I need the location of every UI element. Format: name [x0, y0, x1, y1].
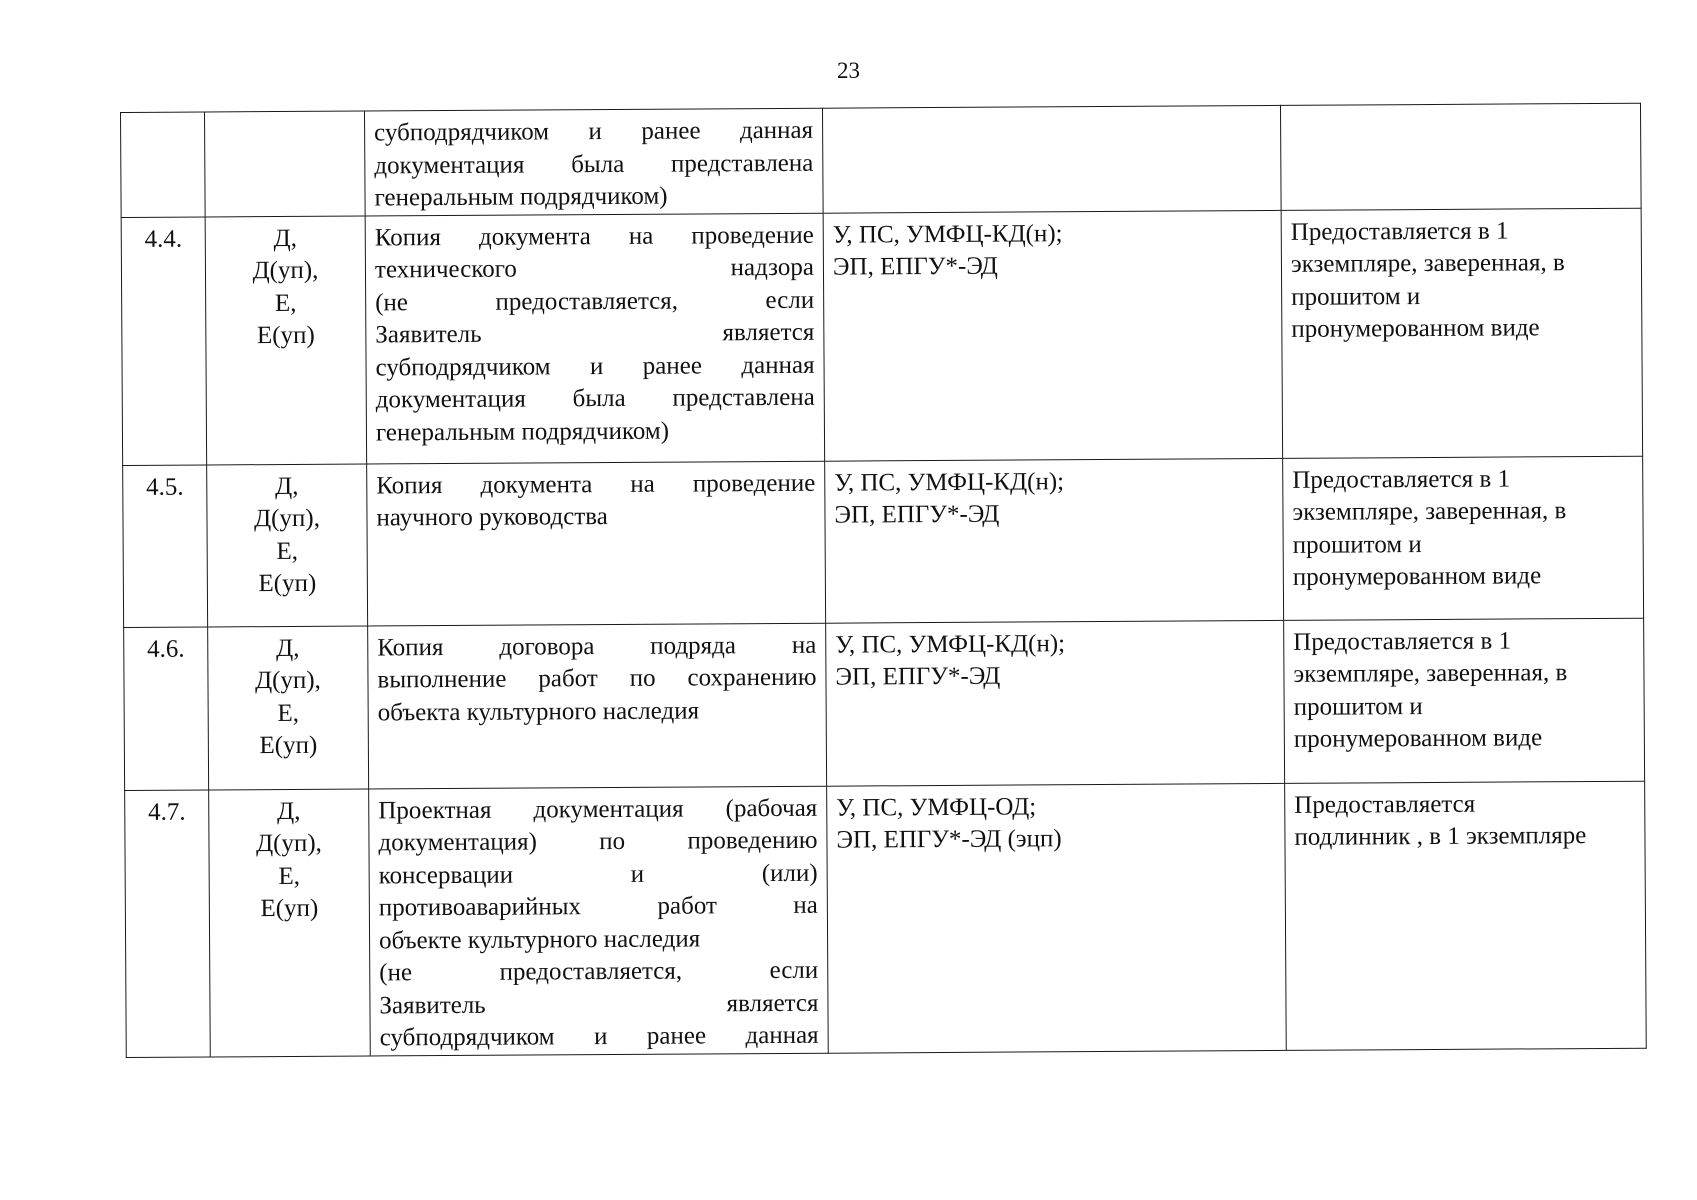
document-line: документация была представлена	[375, 383, 815, 414]
table-row	[125, 781, 1647, 1057]
note-cell	[1285, 781, 1647, 1050]
document-line: Копия документа на проведение	[376, 469, 816, 499]
document-line: научного руководства	[376, 503, 608, 532]
applicant-type: Д,	[277, 797, 301, 825]
applicant-types-cell	[205, 111, 366, 216]
document-description-cell	[369, 786, 829, 1056]
applicant-types-cell	[209, 788, 371, 1056]
document-description-cell	[367, 461, 826, 626]
page-number: 23	[837, 58, 860, 83]
note-line: экземпляре, заверенная, в	[1290, 249, 1565, 278]
table-row	[124, 618, 1645, 790]
applicant-type: Е(уп)	[256, 321, 315, 350]
applicant-type: Е(уп)	[260, 894, 319, 923]
applicant-type: Д(уп),	[253, 504, 320, 533]
submission-method: У, ПС, УМФЦ-ОД;	[836, 792, 1037, 822]
document-line: (не предоставляется, если	[375, 286, 815, 316]
note-line: Предоставляется	[1294, 790, 1476, 819]
note-cell	[1283, 456, 1644, 620]
submission-methods-cell	[826, 620, 1285, 786]
applicant-type: Е,	[274, 289, 297, 317]
row-number-cell: 4.6.	[124, 626, 209, 790]
table-row	[121, 103, 1642, 217]
document-line: генеральным подрядчиком)	[375, 417, 670, 446]
applicant-type: Д,	[275, 472, 299, 500]
submission-method: ЭП, ЕПГУ*-ЭД	[835, 662, 1001, 691]
documents-table	[120, 103, 1647, 1058]
submission-method: У, ПС, УМФЦ-КД(н);	[832, 219, 1063, 249]
document-line: Копия договора подряда на	[377, 631, 817, 661]
submission-method: ЭП, ЕПГУ*-ЭД	[834, 500, 1000, 529]
document-line: Заявитель является	[375, 318, 815, 349]
note-line: пронумерованном виде	[1291, 314, 1540, 343]
submission-methods-cell	[822, 105, 1281, 212]
document-line: консервации и (или)	[378, 859, 818, 889]
submission-method: ЭП, ЕПГУ*-ЭД (эцп)	[836, 825, 1062, 854]
submission-methods-cell	[823, 210, 1283, 461]
note-line: экземпляре, заверенная, в	[1293, 659, 1568, 688]
document-line: субподрядчиком и ранее данная	[379, 1021, 819, 1052]
document-line: субподрядчиком и ранее данная	[374, 116, 814, 147]
document-line: объекте культурного наследия	[378, 924, 701, 954]
submission-method: У, ПС, УМФЦ-КД(н);	[835, 629, 1066, 659]
row-number-cell: 4.7.	[125, 789, 211, 1057]
row-number-cell: 4.4.	[121, 216, 207, 465]
applicant-types-cell	[205, 216, 367, 465]
document-line: Заявитель является	[379, 989, 819, 1019]
document-line: технического надзора	[374, 253, 815, 284]
row-number-cell: 4.5.	[123, 464, 208, 627]
document-line: субподрядчиком и ранее данная	[375, 351, 815, 381]
document-line: Копия документа на проведение	[374, 221, 814, 251]
submission-method: ЭП, ЕПГУ*-ЭД	[832, 252, 998, 281]
submission-methods-cell	[825, 458, 1284, 623]
table-row	[123, 456, 1644, 627]
note-cell	[1281, 208, 1643, 458]
applicant-type: Д,	[276, 634, 300, 662]
document-line: Проектная документация (рабочая	[378, 794, 818, 824]
applicant-type: Д,	[273, 224, 298, 252]
applicant-type: Е(уп)	[259, 731, 318, 760]
applicant-types-cell	[208, 625, 369, 789]
note-cell	[1284, 618, 1645, 783]
document-description-cell	[365, 213, 825, 464]
note-cell	[1280, 103, 1641, 210]
document-line: (не предоставляется, если	[379, 956, 819, 987]
table-row	[121, 208, 1642, 465]
note-line: прошитом и	[1293, 692, 1423, 721]
note-line: Предоставляется в 1	[1293, 627, 1512, 656]
note-line: подлинник , в 1 экземпляре	[1294, 822, 1587, 851]
submission-methods-cell	[827, 783, 1287, 1053]
applicant-type: Д(уп),	[255, 829, 322, 858]
document-line: противоаварийных работ на	[378, 891, 818, 922]
note-line: Предоставляется в 1	[1290, 217, 1509, 246]
document-line: объекта культурного наследия	[377, 696, 700, 726]
applicant-type: Д(уп),	[252, 256, 319, 285]
applicant-type: Е,	[276, 537, 299, 565]
note-line: Предоставляется в 1	[1292, 465, 1511, 494]
submission-method: У, ПС, УМФЦ-КД(н);	[834, 467, 1065, 497]
note-line: прошитом и	[1291, 282, 1421, 311]
applicant-type: Е,	[278, 862, 301, 890]
row-number-cell	[121, 112, 206, 217]
note-line: пронумерованном виде	[1292, 562, 1542, 591]
applicant-type: Е,	[277, 699, 300, 727]
note-line: экземпляре, заверенная, в	[1292, 497, 1567, 526]
applicant-types-cell	[207, 463, 368, 626]
note-line: прошитом и	[1292, 530, 1422, 559]
applicant-type: Д(уп),	[254, 666, 321, 695]
document-line: генеральным подрядчиком)	[374, 182, 668, 212]
applicant-type: Е(уп)	[258, 569, 317, 598]
document-line: выполнение работ по сохранению	[377, 663, 817, 694]
document-description-cell	[364, 108, 823, 215]
document-line: документация была представлена	[374, 149, 814, 179]
document-description-cell	[368, 623, 827, 789]
note-line: пронумерованном виде	[1293, 724, 1543, 753]
document-line: документация) по проведению	[378, 826, 818, 857]
